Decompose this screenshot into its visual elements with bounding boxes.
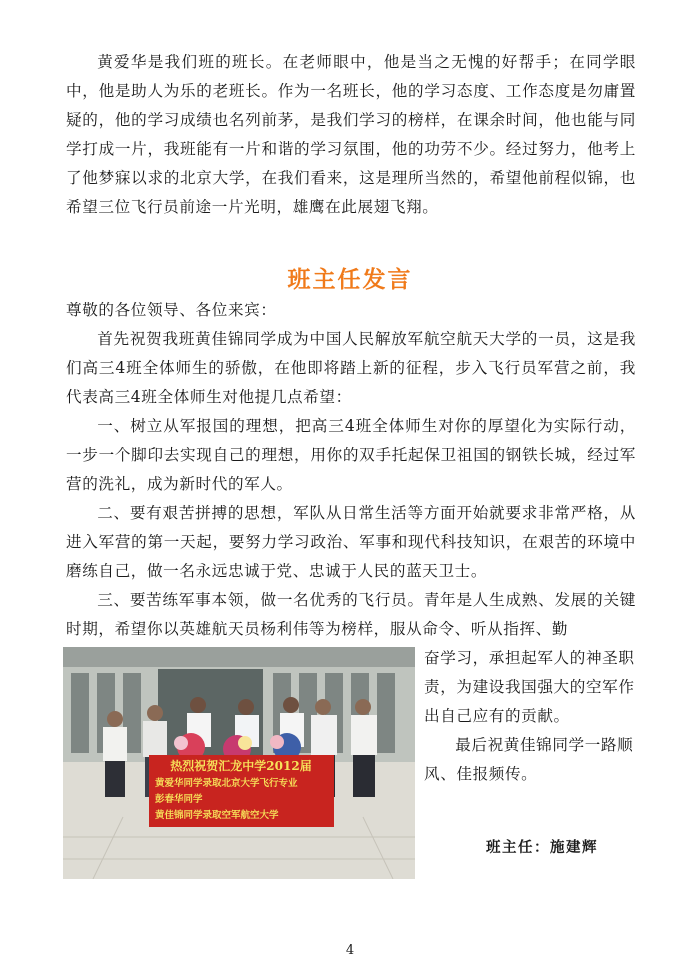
page-number: 4 [345,943,355,958]
group-photo [63,647,415,879]
banner-line-3: 彭春华同学 [155,794,203,805]
banner-line-4: 黄佳锦同学录取空军航空大学 [155,810,279,821]
paragraph-intro: 首先祝贺我班黄佳锦同学成为中国人民解放军航空航天大学的一员，这是我们高三4班全体师生的骄傲，在他即将踏上新的征程，步入飞行员军营之前，我代表高三4班全体师生对他提几点希望： [66,330,636,406]
paragraph-point-three-continued: 奋学习，承担起军人的神圣职责，为建设我国强大的空军作出自己应有的贡献。 [424,649,635,725]
salutation: 尊敬的各位领导、各位来宾： [66,301,277,319]
paragraph-point-two: 二、要有艰苦拼搏的思想，军队从日常生活等方面开始就要求非常严格，从进入军营的第一天起，要努力学习政治、军事和现代科技知识，在艰苦的环境中磨练自己，做一名永远忠诚于党、忠诚于人民的蓝天卫士。 [66,504,636,580]
section-title: 班主任发言 [287,267,413,293]
banner-line-1: 热烈祝贺汇龙中学2012届 [170,759,312,773]
paragraph-point-three: 三、要苦练军事本领，做一名优秀的飞行员。青年是人生成熟、发展的关键时期，希望你以英雄航天员杨利伟等为榜样，服从命令、听从指挥、勤 [66,591,636,638]
closing-wish: 最后祝黄佳锦同学一路顺风、佳报频传。 [424,736,634,783]
paragraph-point-one: 一、树立从军报国的理想，把高三4班全体师生对你的厚望化为实际行动，一步一个脚印去实现自己的理想，用你的双手托起保卫祖国的钢铁长城，经过军营的洗礼，成为新时代的军人。 [66,417,636,493]
opening-paragraph: 黄爱华是我们班的班长。在老师眼中，他是当之无愧的好帮手；在同学眼中，他是助人为乐的老班长。作为一名班长，他的学习态度、工作态度是勿庸置疑的，他的学习成绩也名列前茅，是我们学习的榜样，在课余时间，他也能与同学打成一片，我班能有一片和谐的学习氛围，他的功劳不少。经过努力，他考上了他梦寐以求的北京大学，在我们看来，这是理所当然的，希望他前程似锦，也希望三位飞行员前途一片光明，雄鹰在此展翅飞翔。 [66,53,636,216]
banner-line-2: 黄爱华同学录取北京大学飞行专业 [155,778,298,789]
signature: 班主任：施建辉 [486,840,598,856]
